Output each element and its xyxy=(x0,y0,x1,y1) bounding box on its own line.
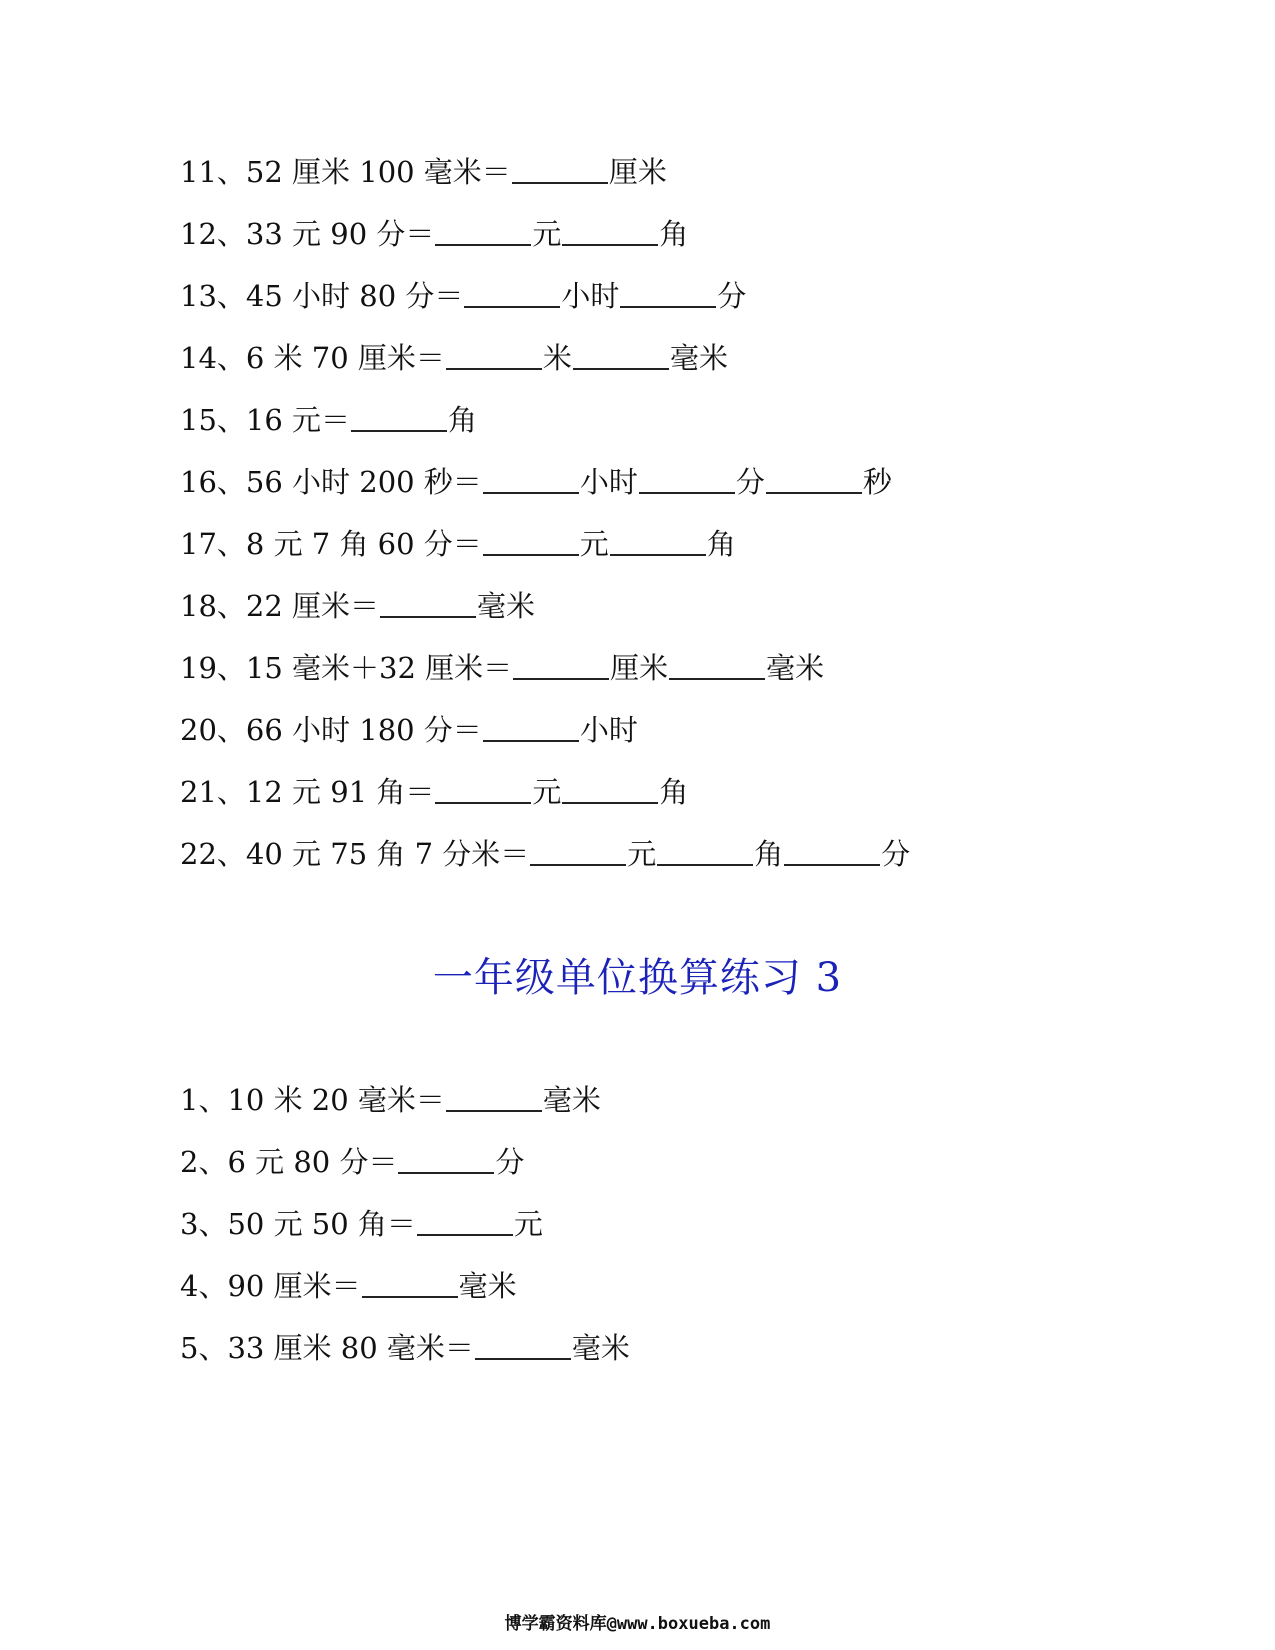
exercise-13 xyxy=(180,276,746,316)
exercise-4 xyxy=(180,1266,517,1306)
unit-label: 角 xyxy=(754,837,784,871)
unit-label: 元 xyxy=(627,837,657,871)
exercise-prompt: 5、33 厘米 80 毫米＝ xyxy=(180,1331,474,1365)
unit-label: 厘米 xyxy=(608,155,667,189)
answer-blank[interactable] xyxy=(573,368,669,370)
unit-label: 角 xyxy=(706,527,736,561)
answer-blank[interactable] xyxy=(669,678,765,680)
exercise-21 xyxy=(180,772,688,812)
answer-blank[interactable] xyxy=(483,740,579,742)
exercise-18 xyxy=(180,586,535,626)
exercise-prompt: 18、22 厘米＝ xyxy=(180,589,380,623)
answer-blank[interactable] xyxy=(610,554,706,556)
exercise-prompt: 12、33 元 90 分＝ xyxy=(180,217,435,251)
answer-blank[interactable] xyxy=(562,802,658,804)
unit-label: 角 xyxy=(659,217,689,251)
exercise-prompt: 21、12 元 91 角＝ xyxy=(180,775,435,809)
exercise-prompt: 11、52 厘米 100 毫米＝ xyxy=(180,155,511,189)
unit-label: 毫米 xyxy=(477,589,536,623)
unit-label: 毫米 xyxy=(542,1083,601,1117)
exercise-prompt: 16、56 小时 200 秒＝ xyxy=(180,465,482,499)
exercise-prompt: 19、15 毫米＋32 厘米＝ xyxy=(180,651,513,685)
unit-label: 毫米 xyxy=(766,651,825,685)
exercise-15 xyxy=(180,400,477,440)
answer-blank[interactable] xyxy=(483,492,579,494)
answer-blank[interactable] xyxy=(362,1296,458,1298)
answer-blank[interactable] xyxy=(483,554,579,556)
unit-label: 分 xyxy=(717,279,747,313)
unit-label: 小时 xyxy=(561,279,620,313)
answer-blank[interactable] xyxy=(639,492,735,494)
exercise-2 xyxy=(180,1142,524,1182)
unit-label: 毫米 xyxy=(669,341,728,375)
unit-label: 米 xyxy=(542,341,572,375)
answer-blank[interactable] xyxy=(784,864,880,866)
exercise-prompt: 14、6 米 70 厘米＝ xyxy=(180,341,445,375)
exercise-prompt: 15、16 元＝ xyxy=(180,403,351,437)
unit-label: 分 xyxy=(735,465,765,499)
exercise-14 xyxy=(180,338,728,378)
unit-label: 元 xyxy=(532,217,562,251)
unit-label: 元 xyxy=(513,1207,543,1241)
exercise-22 xyxy=(180,834,910,874)
unit-label: 分 xyxy=(881,837,911,871)
answer-blank[interactable] xyxy=(380,616,476,618)
answer-blank[interactable] xyxy=(512,182,608,184)
exercise-prompt: 3、50 元 50 角＝ xyxy=(180,1207,416,1241)
answer-blank[interactable] xyxy=(435,244,531,246)
unit-label: 秒 xyxy=(862,465,892,499)
answer-blank[interactable] xyxy=(657,864,753,866)
exercise-19 xyxy=(180,648,824,688)
answer-blank[interactable] xyxy=(351,430,447,432)
answer-blank[interactable] xyxy=(398,1172,494,1174)
exercise-16 xyxy=(180,462,892,502)
exercise-17 xyxy=(180,524,736,564)
footer-watermark: 博学霸资料库@www.boxueba.com xyxy=(504,1614,771,1634)
answer-blank[interactable] xyxy=(475,1358,571,1360)
exercise-5 xyxy=(180,1328,630,1368)
answer-blank[interactable] xyxy=(435,802,531,804)
exercise-prompt: 1、10 米 20 毫米＝ xyxy=(180,1083,445,1117)
unit-label: 元 xyxy=(579,527,609,561)
unit-label: 角 xyxy=(448,403,478,437)
answer-blank[interactable] xyxy=(513,678,609,680)
exercise-1 xyxy=(180,1080,601,1120)
exercise-prompt: 17、8 元 7 角 60 分＝ xyxy=(180,527,482,561)
answer-blank[interactable] xyxy=(562,244,658,246)
exercise-11 xyxy=(180,152,667,192)
unit-label: 厘米 xyxy=(610,651,669,685)
answer-blank[interactable] xyxy=(530,864,626,866)
unit-label: 元 xyxy=(532,775,562,809)
exercise-prompt: 2、6 元 80 分＝ xyxy=(180,1145,398,1179)
exercise-12 xyxy=(180,214,688,254)
exercise-prompt: 4、90 厘米＝ xyxy=(180,1269,361,1303)
exercise-3 xyxy=(180,1204,543,1244)
exercise-20 xyxy=(180,710,638,750)
unit-label: 分 xyxy=(495,1145,525,1179)
exercise-prompt: 13、45 小时 80 分＝ xyxy=(180,279,464,313)
exercise-prompt: 22、40 元 75 角 7 分米＝ xyxy=(180,837,530,871)
unit-label: 小时 xyxy=(579,465,638,499)
answer-blank[interactable] xyxy=(446,368,542,370)
section-title: 一年级单位换算练习 3 xyxy=(432,955,843,1001)
answer-blank[interactable] xyxy=(766,492,862,494)
unit-label: 毫米 xyxy=(571,1331,630,1365)
answer-blank[interactable] xyxy=(446,1110,542,1112)
answer-blank[interactable] xyxy=(620,306,716,308)
exercise-prompt: 20、66 小时 180 分＝ xyxy=(180,713,482,747)
unit-label: 角 xyxy=(659,775,689,809)
unit-label: 小时 xyxy=(579,713,638,747)
answer-blank[interactable] xyxy=(464,306,560,308)
answer-blank[interactable] xyxy=(417,1234,513,1236)
unit-label: 毫米 xyxy=(458,1269,517,1303)
